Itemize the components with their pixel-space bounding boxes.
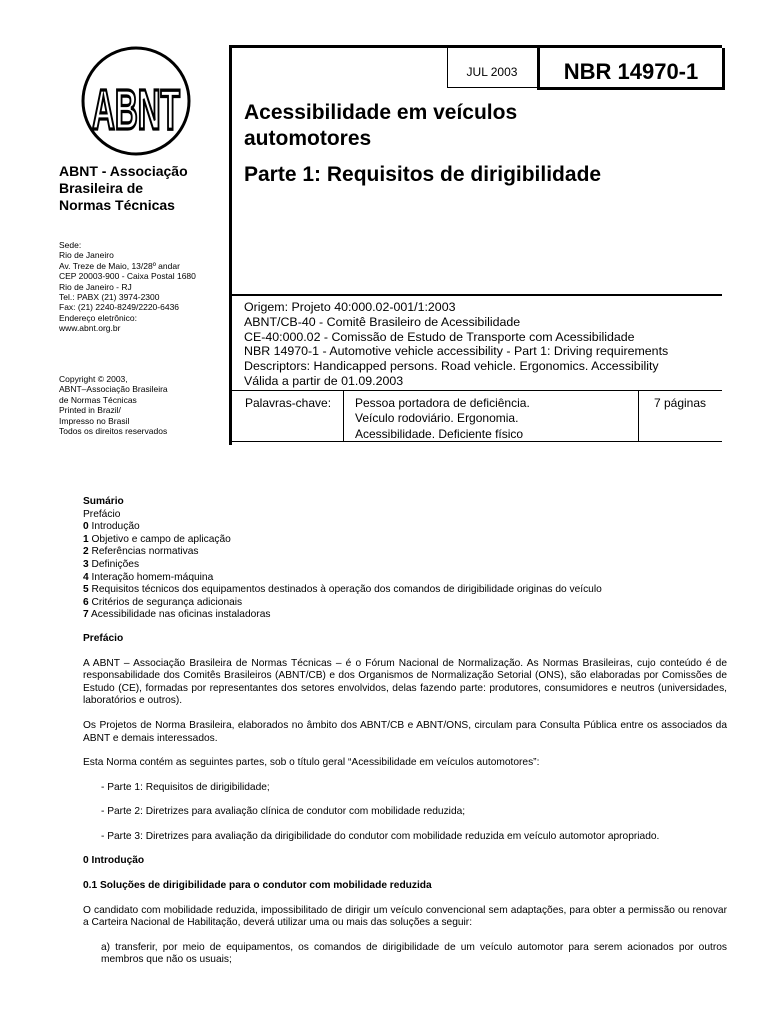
organization-address: Sede: Rio de Janeiro Av. Treze de Maio, 13/28º andar CEP 20003-900 - Caixa Postal 1680 Rio de Janeiro - RJ Tel.: PABX (21) 3974-2300 Fax: (21) 2240-8249/2220-6436 Endereço eletrônico: www.abnt.org.br	[59, 240, 234, 334]
summary-item[interactable]: 5 Requisitos técnicos dos equipamentos destinados à operação dos comandos de dirigibilidade originas do veículo	[83, 584, 602, 596]
header-divider	[232, 294, 722, 296]
introduction-paragraph: O candidato com mobilidade reduzida, impossibilitado de dirigir um veículo convencional sem adaptações, para obter a permissão ou renovar a Carteira Nacional de Habilitação, deverá utilizar uma ou mais das soluções a seguir:	[83, 904, 727, 929]
preface-paragraph: A ABNT – Associação Brasileira de Normas Técnicas – é o Fórum Nacional de Normalização. As Normas Brasileiras, cujo conteúdo é de responsabilidade dos Comitês Brasileiros (ABNT/CB) e dos Organismos de Normalização Setorial (ONS), são elaboradas por Comissões de Estudo (CE), formadas por representantes dos setores envolvidos, delas fazendo parte: produtores, consumidores e neutros (universidades, laboratórios e outros).	[83, 657, 727, 707]
summary-item[interactable]: 1 Objetivo e campo de aplicação	[83, 533, 231, 545]
document-subtitle: Parte 1: Requisitos de dirigibilidade	[244, 163, 602, 186]
origin-block: Origem: Projeto 40:000.02-001/1:2003 ABNT/CB-40 - Comitê Brasileiro de Acessibilidade CE-40:000.02 - Comissão de Estudo de Transporte com Acessibilidade NBR 14970-1 - Automotive vehicle accessibility - Part 1: Driving requirements Descriptors: Handicapped persons. Road vehicle. Ergonomics. Accessibility Válida a partir de 01.09.2003	[244, 300, 669, 388]
part-item: - Parte 3: Diretrizes para avaliação da dirigibilidade do condutor com mobilidade reduzida em veículo automotor apropriado.	[101, 830, 660, 842]
page-count: 7 páginas	[653, 396, 707, 410]
summary-item[interactable]: Prefácio	[83, 508, 121, 520]
part-item: - Parte 2: Diretrizes para avaliação clínica de condutor com mobilidade reduzida;	[101, 806, 466, 818]
summary-item[interactable]: 4 Interação homem-máquina	[83, 571, 214, 583]
standard-number: NBR 14970-1	[563, 59, 699, 84]
part-item: - Parte 1: Requisitos de dirigibilidade;	[101, 781, 270, 793]
website-link[interactable]: www.abnt.org.br	[59, 323, 121, 334]
keywords-value: Pessoa portadora de deficiência. Veículo rodoviário. Ergonomia. Acessibilidade. Deficiente físico	[355, 396, 530, 441]
organization-name: ABNT - Associação Brasileira de Normas Técnicas	[59, 163, 188, 213]
solution-item-a: a) transferir, por meio de equipamentos, os comandos de dirigibilidade de um veículo automotor para serem acionados por outros membros que não os usuais;	[101, 941, 727, 966]
summary-item[interactable]: 7 Acessibilidade nas oficinas instaladoras	[83, 609, 271, 621]
abnt-logo-icon	[80, 45, 192, 157]
document-title: Acessibilidade em veículos automotores	[244, 101, 518, 150]
copyright-notice: Copyright © 2003, ABNT–Associação Brasileira de Normas Técnicas Printed in Brazil/ Impresso no Brasil Todos os direitos reservados	[59, 374, 168, 437]
introduction-heading: 0 Introdução	[83, 855, 145, 867]
summary-item[interactable]: 2 Referências normativas	[83, 546, 199, 558]
svg-text:ABNT: ABNT	[92, 78, 181, 142]
abnt-logo	[80, 45, 192, 157]
keywords-label: Palavras-chave:	[245, 396, 332, 410]
summary-item[interactable]: 3 Definições	[83, 558, 140, 570]
keywords-top-rule	[232, 390, 722, 391]
summary-list	[83, 509, 727, 622]
document-body	[83, 496, 727, 967]
summary-item[interactable]: 6 Critérios de segurança adicionais	[83, 596, 243, 608]
keywords-bottom-rule	[232, 441, 722, 442]
introduction-subheading: 0.1 Soluções de dirigibilidade para o condutor com mobilidade reduzida	[83, 880, 432, 892]
summary-item[interactable]: 0 Introdução	[83, 521, 140, 533]
preface-heading: Prefácio	[83, 632, 124, 644]
publication-date: JUL 2003	[466, 65, 518, 79]
preface-paragraph: Os Projetos de Norma Brasileira, elaborados no âmbito dos ABNT/CB e ABNT/ONS, circulam para Consulta Pública entre os associados da ABNT e demais interessados.	[83, 719, 727, 744]
preface-paragraph: Esta Norma contém as seguintes partes, sob o título geral “Acessibilidade em veículos automotores”:	[83, 757, 540, 769]
summary-heading: Sumário	[83, 496, 124, 507]
keywords-separator	[343, 391, 344, 441]
header-left-rule	[229, 45, 232, 445]
